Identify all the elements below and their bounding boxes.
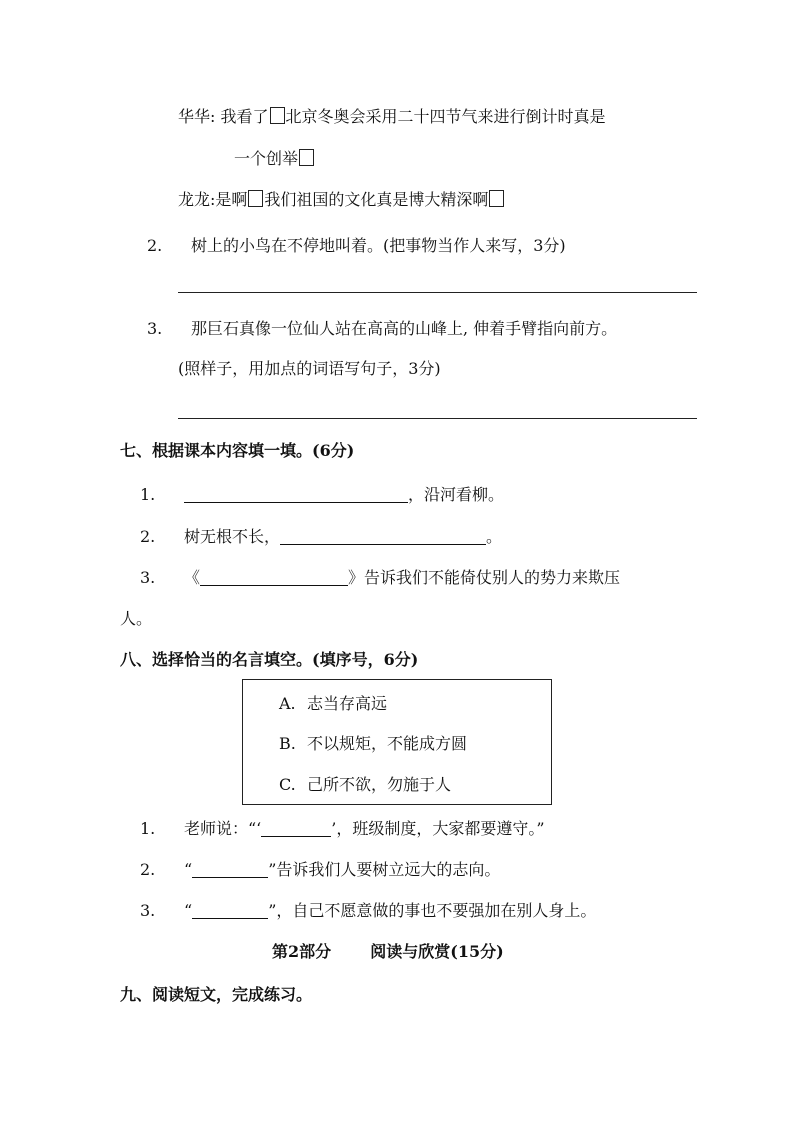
fill-blank[interactable] <box>261 836 331 837</box>
item-text: 》告诉我们不能倚仗别人的势力来欺压 <box>348 568 621 587</box>
item-number: 3. <box>140 901 156 920</box>
item-text: “ <box>184 901 193 920</box>
section-7-item-3-wrap <box>120 609 152 629</box>
item-number: 2. <box>140 860 156 879</box>
option-letter: C. <box>279 775 296 794</box>
item-text: ”，自己不愿意做的事也不要强加在别人身上。 <box>268 901 597 920</box>
dialogue-text: 是啊 <box>215 190 248 209</box>
section-7-item-3 <box>140 568 620 588</box>
item-text: 树无根不长， <box>184 527 281 546</box>
option-letter: B. <box>279 734 296 753</box>
speaker-label: 华华: <box>178 107 216 126</box>
option-c <box>279 775 451 795</box>
option-text: 己所不欲，勿施于人 <box>307 775 452 794</box>
instruction-text: (照样子，用加点的词语写句子，3分) <box>178 359 441 378</box>
dialogue-text: 我看了 <box>220 107 269 126</box>
dialogue-text: 北京冬奥会采用二十四节气来进行倒计时真是 <box>285 107 606 126</box>
longlong-line <box>178 190 505 210</box>
part-2-heading <box>272 942 504 962</box>
item-text: “ <box>184 860 193 879</box>
question-text: 那巨石真像一位仙人站在高高的山峰上, 伸着手臂指向前方。 <box>191 319 618 338</box>
item-text: 人。 <box>120 609 153 628</box>
speaker-label: 龙龙: <box>178 190 216 209</box>
option-a <box>279 694 387 714</box>
question-number: 2. <box>147 236 163 255</box>
section-8-item-1 <box>140 819 545 839</box>
item-text: 《 <box>184 568 201 587</box>
item-number: 2. <box>140 527 156 546</box>
answer-line[interactable] <box>178 418 697 419</box>
question-2 <box>147 236 566 256</box>
section-title: 七、根据课本内容填一填。(6分) <box>120 441 355 460</box>
section-7-title <box>120 441 354 461</box>
dialogue-text: 一个创举 <box>234 149 299 168</box>
fill-blank[interactable] <box>280 544 486 545</box>
fill-blank[interactable] <box>184 502 408 503</box>
item-number: 1. <box>140 485 156 504</box>
item-text: ’，班级制度，大家都要遵守。” <box>331 819 545 838</box>
fill-blank[interactable] <box>192 918 268 919</box>
question-text: 树上的小鸟在不停地叫着。(把事物当作人来写，3分) <box>191 236 566 255</box>
section-title: 八、选择恰当的名言填空。(填序号，6分) <box>120 650 419 669</box>
answer-line[interactable] <box>178 292 697 293</box>
option-text: 不以规矩，不能成方圆 <box>307 734 468 753</box>
section-8-item-3 <box>140 901 596 921</box>
item-text: 。 <box>486 527 503 546</box>
question-3 <box>147 319 617 339</box>
item-number: 3. <box>140 568 156 587</box>
part-label: 第2部分 <box>272 942 332 961</box>
fill-blank[interactable] <box>200 585 348 586</box>
item-text: 老师说：“‘ <box>184 819 262 838</box>
quote-options-box <box>242 679 552 805</box>
item-text: ”告诉我们人要树立远大的志向。 <box>268 860 501 879</box>
huahua-line <box>178 107 606 127</box>
punctuation-blank-box[interactable] <box>489 190 504 207</box>
option-b <box>279 734 467 754</box>
huahua-line-cont <box>234 149 315 169</box>
punctuation-blank-box[interactable] <box>299 149 314 166</box>
section-7-item-1 <box>140 485 504 505</box>
part-title: 阅读与欣赏(15分) <box>370 942 504 961</box>
section-8-item-2 <box>140 860 500 880</box>
item-text: ，沿河看柳。 <box>408 485 505 504</box>
punctuation-blank-box[interactable] <box>248 190 263 207</box>
fill-blank[interactable] <box>192 877 268 878</box>
item-number: 1. <box>140 819 156 838</box>
punctuation-blank-box[interactable] <box>270 107 285 124</box>
question-number: 3. <box>147 319 163 338</box>
section-9-title <box>120 985 312 1005</box>
option-text: 志当存高远 <box>307 694 388 713</box>
section-title: 九、阅读短文，完成练习。 <box>120 985 313 1004</box>
section-7-item-2 <box>140 527 502 547</box>
option-letter: A. <box>279 694 296 713</box>
question-3-instruction <box>178 359 441 379</box>
dialogue-text: 我们祖国的文化真是博大精深啊 <box>264 190 489 209</box>
section-8-title <box>120 650 418 670</box>
